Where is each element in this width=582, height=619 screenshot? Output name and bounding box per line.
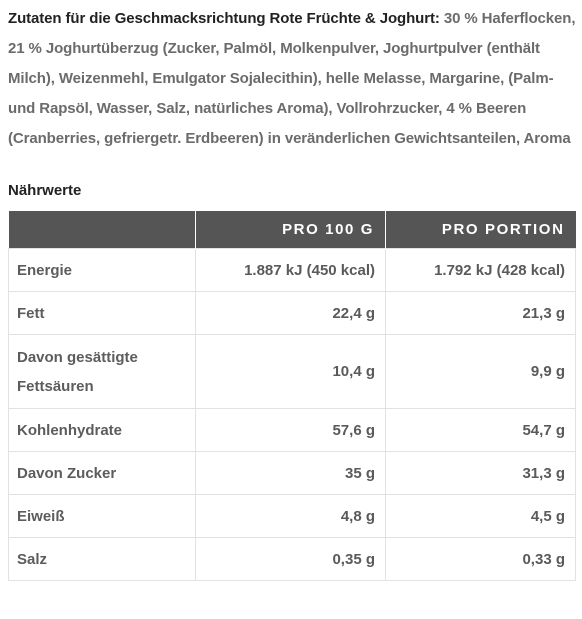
value-per-portion: 31,3 g (386, 452, 576, 495)
value-per-portion: 54,7 g (386, 409, 576, 452)
row-label: Eiweiß (9, 495, 196, 538)
row-label: Energie (9, 249, 196, 292)
row-label: Davon Zucker (9, 452, 196, 495)
value-per-portion: 4,5 g (386, 495, 576, 538)
table-row (9, 249, 576, 292)
row-label: Fett (9, 292, 196, 335)
value-per-100g: 35 g (196, 452, 386, 495)
value-per-100g: 57,6 g (196, 409, 386, 452)
nutrition-title: Nährwerte (8, 182, 82, 199)
table-row (9, 538, 576, 581)
table-header-row (9, 211, 576, 249)
value-per-100g: 4,8 g (196, 495, 386, 538)
value-per-portion: 9,9 g (386, 335, 576, 409)
value-per-100g: 0,35 g (196, 538, 386, 581)
table-row (9, 452, 576, 495)
header-cell-label (9, 211, 196, 249)
ingredients-paragraph (8, 4, 576, 154)
value-per-100g: 22,4 g (196, 292, 386, 335)
header-cell-per-portion: PRO PORTION (386, 211, 576, 249)
table-row (9, 335, 576, 409)
ingredients-heading: Zutaten für die Geschmacksrichtung Rote Früchte & Joghurt: (8, 10, 440, 27)
row-label: Davon gesättigte Fettsäuren (9, 335, 196, 409)
value-per-100g: 1.887 kJ (450 kcal) (196, 249, 386, 292)
table-row (9, 409, 576, 452)
row-label: Salz (9, 538, 196, 581)
nutrition-table (8, 211, 576, 581)
table-row (9, 292, 576, 335)
value-per-100g: 10,4 g (196, 335, 386, 409)
header-cell-per-100g: PRO 100 G (196, 211, 386, 249)
row-label: Kohlenhydrate (9, 409, 196, 452)
ingredients-text: 30 % Haferflocken, 21 % Joghurtüberzug (Zucker, Palmöl, Molkenpulver, Joghurtpulver (enthält Milch), Weizenmehl, Emulgator Sojalecithin), helle Melasse, Margarine, (Palm- und Rapsöl, Wasser, Salz, natürliches Aroma), Vollrohrzucker, 4 % Beeren (Cranberries, gefriergetr. Erdbeeren) in veränderlichen Gewichtsanteilen, Aroma (8, 10, 576, 147)
value-per-portion: 1.792 kJ (428 kcal) (386, 249, 576, 292)
value-per-portion: 0,33 g (386, 538, 576, 581)
value-per-portion: 21,3 g (386, 292, 576, 335)
table-row (9, 495, 576, 538)
